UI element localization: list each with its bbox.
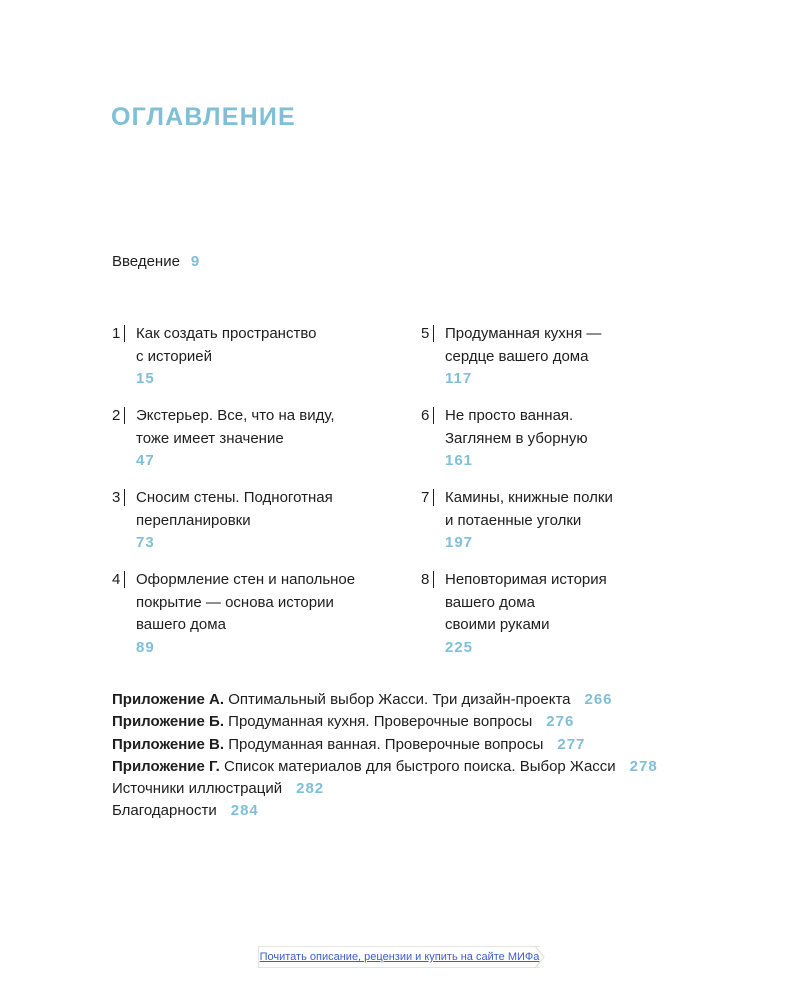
- chapter-title-line: Сносим стены. Подноготная: [136, 489, 333, 506]
- chapter-title-line: вашего дома: [136, 616, 226, 634]
- appendix-page: 278: [629, 757, 658, 775]
- chapter-divider: [124, 571, 125, 588]
- chapter-number: 6: [421, 407, 430, 424]
- chapter-divider: [433, 489, 434, 506]
- chapter-number: 7: [421, 489, 430, 506]
- appendix-page: 284: [230, 802, 259, 820]
- chapter-title-line: Экстерьер. Все, что на виду,: [136, 407, 335, 424]
- page-title: ОГЛАВЛЕНИЕ: [111, 103, 296, 131]
- chapter-page: 225: [445, 638, 474, 656]
- chapter-title-line: Не просто ванная.: [445, 407, 574, 424]
- chapter-number: 8: [421, 571, 430, 588]
- chapter-title-line: и потаенные уголки: [445, 511, 582, 529]
- chapter-5[interactable]: [421, 323, 601, 391]
- chapter-divider: [433, 571, 434, 588]
- chapter-title-line: Неповторимая история: [445, 571, 607, 588]
- chapter-title-line: с историей: [136, 347, 213, 365]
- chapter-7[interactable]: [421, 487, 613, 555]
- appendix-page: 276: [546, 713, 575, 731]
- chapter-title-line: тоже имеет значение: [136, 429, 284, 447]
- appendix-page: 282: [296, 780, 325, 798]
- appendix-text: Благодарности: [112, 802, 217, 820]
- appendix-text: Оптимальный выбор Жасси. Три дизайн-проекта: [228, 691, 571, 708]
- chapter-title-line: Как создать пространство: [136, 325, 317, 342]
- chapter-page: 197: [445, 534, 474, 552]
- appendix-label: Приложение В.: [112, 735, 225, 753]
- appendix-a[interactable]: [112, 689, 658, 711]
- appendix-page: 277: [557, 735, 586, 753]
- chapter-4[interactable]: [112, 569, 355, 659]
- intro-label: Введение: [112, 253, 180, 270]
- appendix-list: [112, 689, 658, 823]
- illustration-sources[interactable]: [112, 778, 658, 800]
- chapter-page: 73: [136, 534, 155, 552]
- appendix-g[interactable]: [112, 756, 658, 778]
- chapter-title-line: Продуманная кухня —: [445, 325, 602, 342]
- arrow-right-icon: [535, 946, 545, 968]
- chapter-number: 1: [112, 325, 121, 342]
- appendix-text: Источники иллюстраций: [112, 780, 283, 798]
- chapter-2[interactable]: [112, 405, 335, 473]
- buy-on-mif-link[interactable]: Почитать описание, рецензии и купить на сайте МИФа: [258, 946, 540, 968]
- appendix-page: 266: [584, 691, 613, 708]
- appendix-text: Список материалов для быстрого поиска. Выбор Жасси: [224, 757, 616, 775]
- chapter-title-line: сердце вашего дома: [445, 347, 589, 365]
- chapter-divider: [124, 489, 125, 506]
- toc-intro[interactable]: [112, 253, 200, 270]
- chapter-6[interactable]: [421, 405, 588, 473]
- chapter-page: 89: [136, 638, 155, 656]
- chapter-number: 3: [112, 489, 121, 506]
- chapter-divider: [433, 407, 434, 424]
- chapter-title-line: своими руками: [445, 616, 550, 634]
- chapter-title-line: Камины, книжные полки: [445, 489, 613, 506]
- chapter-number: 5: [421, 325, 430, 342]
- chapter-number: 4: [112, 571, 121, 588]
- appendix-b[interactable]: [112, 711, 658, 733]
- appendix-label: Приложение Г.: [112, 757, 220, 775]
- chapter-title-line: Заглянем в уборную: [445, 429, 588, 447]
- appendix-label: Приложение А.: [112, 691, 225, 708]
- chapter-page: 117: [445, 370, 473, 388]
- chapter-3[interactable]: [112, 487, 333, 555]
- chapter-page: 161: [445, 452, 474, 470]
- chapter-title-line: вашего дома: [445, 593, 535, 611]
- chapter-number: 2: [112, 407, 121, 424]
- chapter-title-line: перепланировки: [136, 511, 251, 529]
- intro-page: 9: [190, 253, 201, 270]
- appendix-text: Продуманная ванная. Проверочные вопросы: [228, 735, 544, 753]
- appendix-v[interactable]: [112, 734, 658, 756]
- chapter-divider: [433, 325, 434, 342]
- chapter-page: 47: [136, 452, 155, 470]
- chapter-8[interactable]: [421, 569, 607, 659]
- chapter-title-line: Оформление стен и напольное: [136, 571, 356, 588]
- chapter-1[interactable]: [112, 323, 316, 391]
- chapter-page: 15: [136, 370, 155, 388]
- chapter-title-line: покрытие — основа истории: [136, 593, 334, 611]
- appendix-label: Приложение Б.: [112, 713, 224, 731]
- appendix-text: Продуманная кухня. Проверочные вопросы: [228, 713, 533, 731]
- acknowledgements[interactable]: [112, 800, 658, 822]
- chapter-divider: [124, 325, 125, 342]
- chapter-divider: [124, 407, 125, 424]
